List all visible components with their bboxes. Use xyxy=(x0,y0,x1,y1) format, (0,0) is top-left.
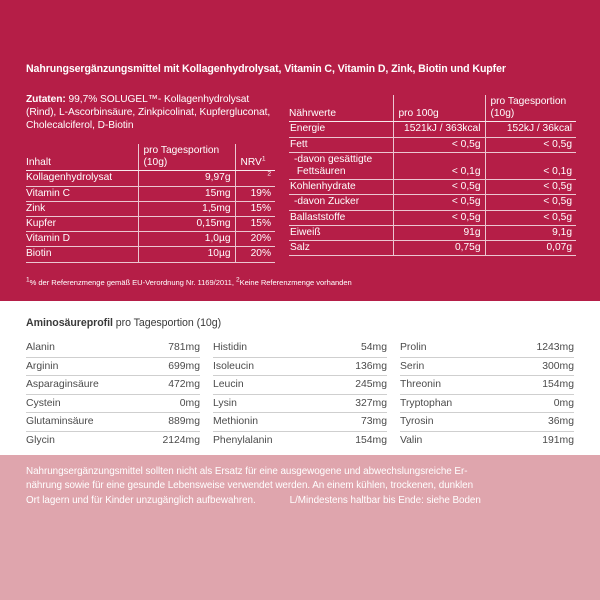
amino-acid-row xyxy=(26,413,200,432)
naehrwerte-row-per-100g: < 0,5g xyxy=(393,180,485,195)
amino-acid-row xyxy=(26,376,200,395)
disclaimer-line-2: nährung sowie für eine gesunde Lebensweise verwendet werden. An einem kühlen, trockenen, dunklen xyxy=(26,480,474,492)
amino-acid-value: 1243mg xyxy=(536,342,574,353)
naehrwerte-row-name: -davon Zucker xyxy=(289,195,393,210)
footnote-sup-2: 2 xyxy=(235,276,240,284)
amino-acid-row xyxy=(400,432,574,450)
inhalt-row-name: Zink xyxy=(26,201,138,216)
amino-acid-row xyxy=(26,358,200,377)
amino-acid-value: 327mg xyxy=(355,397,387,409)
naehrwerte-row-per-100g: < 0,5g xyxy=(393,195,485,210)
amino-acid-name: Alanin xyxy=(26,342,55,353)
naehrwerte-row-name: Fett xyxy=(289,137,393,152)
best-before-text: L/Mindestens haltbar bis Ende: siehe Boden xyxy=(289,494,481,506)
naehrwerte-row-per-portion: < 0,5g xyxy=(485,137,576,152)
amino-acid-row xyxy=(26,395,200,414)
naehrwerte-row-name: -davon gesättigte Fettsäuren xyxy=(289,152,393,179)
naehrwerte-row-per-100g: < 0,5g xyxy=(393,210,485,225)
amino-acid-row xyxy=(400,376,574,395)
naehrwerte-row-per-portion: < 0,5g xyxy=(485,180,576,195)
inhalt-header-col3 xyxy=(235,144,275,171)
table-row xyxy=(289,225,576,240)
amino-acid-name: Tryptophan xyxy=(400,397,453,409)
amino-acid-value: 136mg xyxy=(355,360,387,372)
naehrwerte-row-per-100g: < 0,5g xyxy=(393,137,485,152)
amino-acid-row xyxy=(26,339,200,358)
naehrwerte-header-col3: pro Tagesportion (10g) xyxy=(485,95,576,122)
naehrwerte-table-body xyxy=(289,122,576,256)
inhalt-row-nrv: 15% xyxy=(235,201,275,216)
inhalt-table-header-row xyxy=(26,144,275,171)
amino-acid-row xyxy=(400,339,574,358)
inhalt-row-per-portion: 9,97g xyxy=(138,171,235,186)
inhalt-row-nrv: 19% xyxy=(235,186,275,201)
amino-acid-name: Phenylalanin xyxy=(213,434,273,446)
table-row xyxy=(26,171,275,186)
amino-acid-column xyxy=(213,339,387,450)
amino-acid-value: 54mg xyxy=(361,342,387,353)
naehrwerte-row-name: Eiweiß xyxy=(289,225,393,240)
ingredients-text: 99,7% SOLUGEL™- Kollagenhydrolysat (Rind), L-Ascorbinsäure, Zinkpicolinat, Kupfergluconat, Cholecalciferol, D-Biotin xyxy=(26,94,271,132)
inhalt-row-nrv-superscript: 2 xyxy=(267,171,271,179)
inhalt-table-body xyxy=(26,171,275,262)
amino-acid-row xyxy=(213,339,387,358)
naehrwerte-row-per-portion: 152kJ / 36kcal xyxy=(485,122,576,137)
naehrwerte-row-per-100g: 0,75g xyxy=(393,241,485,256)
naehrwerte-row-per-portion: < 0,1g xyxy=(485,152,576,179)
amino-acid-row xyxy=(213,376,387,395)
amino-acid-name: Arginin xyxy=(26,360,59,372)
table-row xyxy=(289,122,576,137)
amino-acid-title xyxy=(26,317,221,329)
naehrwerte-row-name: Ballaststoffe xyxy=(289,210,393,225)
table-row xyxy=(289,210,576,225)
inhalt-header-col1: Inhalt xyxy=(26,144,138,171)
ingredients-label: Zutaten: xyxy=(26,94,66,105)
table-row xyxy=(26,201,275,216)
naehrwerte-table-header-row xyxy=(289,95,576,122)
table-row xyxy=(26,247,275,262)
inhalt-row-name: Kollagenhydrolysat xyxy=(26,171,138,186)
amino-acid-value: 245mg xyxy=(355,379,387,391)
inhalt-row-nrv: 20% xyxy=(235,232,275,247)
amino-acid-value: 36mg xyxy=(548,416,574,428)
amino-acid-title-bold: Aminosäureprofil xyxy=(26,317,113,329)
naehrwerte-row-per-portion: 9,1g xyxy=(485,225,576,240)
amino-acid-row xyxy=(213,432,387,450)
amino-acid-name: Leucin xyxy=(213,379,244,391)
amino-acid-value: 699mg xyxy=(168,360,200,372)
amino-acid-value: 472mg xyxy=(168,379,200,391)
naehrwerte-header-col1: Nährwerte xyxy=(289,95,393,122)
nrv-footnote: $^1$% der Referenzmenge gemäß EU-Verordnung Nr. 1169/2011, $^2$Keine Referenzmenge vorhanden xyxy=(26,276,352,287)
table-row xyxy=(289,195,576,210)
amino-acid-value: 191mg xyxy=(542,434,574,446)
naehrwerte-header-col2: pro 100g xyxy=(393,95,485,122)
inhalt-row-name: Vitamin C xyxy=(26,186,138,201)
inhalt-row-name: Vitamin D xyxy=(26,232,138,247)
amino-acid-value: 0mg xyxy=(553,397,574,409)
naehrwerte-table xyxy=(289,95,576,256)
amino-acid-value: 154mg xyxy=(542,379,574,391)
naehrwerte-row-per-portion: 0,07g xyxy=(485,241,576,256)
inhalt-header-col2 xyxy=(138,144,235,171)
inhalt-row-nrv: 20% xyxy=(235,247,275,262)
amino-acid-name: Methionin xyxy=(213,416,259,428)
amino-acid-value: 0mg xyxy=(179,397,200,409)
amino-acid-name: Asparaginsäure xyxy=(26,379,99,391)
amino-acid-column xyxy=(26,339,200,450)
inhalt-header-col3-superscript: 1 xyxy=(261,155,266,163)
amino-acid-name: Histidin xyxy=(213,342,248,353)
amino-acid-name: Glycin xyxy=(26,434,55,446)
amino-acid-row xyxy=(213,395,387,414)
amino-acid-value: 889mg xyxy=(168,416,200,428)
amino-acid-row xyxy=(213,413,387,432)
amino-acid-name: Cystein xyxy=(26,397,61,409)
inhalt-row-name: Kupfer xyxy=(26,217,138,232)
inhalt-row-per-portion: 1,5mg xyxy=(138,201,235,216)
amino-acid-name: Glutaminsäure xyxy=(26,416,94,428)
disclaimer-line-1: Nahrungsergänzungsmittel sollten nicht als Ersatz für eine ausgewogene und abwechslungsreiche Er- xyxy=(26,466,468,477)
inhalt-row-nrv xyxy=(235,171,275,186)
amino-acid-value: 73mg xyxy=(361,416,387,428)
inhalt-row-per-portion: 15mg xyxy=(138,186,235,201)
amino-acid-name: Valin xyxy=(400,434,423,446)
amino-acid-name: Tyrosin xyxy=(400,416,434,428)
inhalt-row-name: Biotin xyxy=(26,247,138,262)
amino-acid-row xyxy=(213,358,387,377)
naehrwerte-row-per-portion: < 0,5g xyxy=(485,195,576,210)
naehrwerte-row-per-100g: < 0,1g xyxy=(393,152,485,179)
amino-acid-columns xyxy=(26,339,574,450)
inhalt-header-col3-text: NRV xyxy=(240,157,262,169)
amino-acid-row xyxy=(26,432,200,450)
naehrwerte-row-name: Salz xyxy=(289,241,393,256)
pink-panel xyxy=(0,455,600,600)
naehrwerte-row-per-100g: 91g xyxy=(393,225,485,240)
amino-acid-value: 154mg xyxy=(355,434,387,446)
inhalt-row-per-portion: 10µg xyxy=(138,247,235,262)
inhalt-row-per-portion: 0,15mg xyxy=(138,217,235,232)
naehrwerte-row-per-100g: 1521kJ / 363kcal xyxy=(393,122,485,137)
table-row xyxy=(26,232,275,247)
amino-acid-name: Lysin xyxy=(213,397,237,409)
amino-acid-row xyxy=(400,413,574,432)
table-row xyxy=(26,186,275,201)
amino-acid-row xyxy=(400,395,574,414)
amino-acid-column xyxy=(400,339,574,450)
table-row xyxy=(289,137,576,152)
amino-acid-name: Isoleucin xyxy=(213,360,255,372)
table-row xyxy=(289,152,576,179)
table-row xyxy=(26,217,275,232)
amino-acid-name: Serin xyxy=(400,360,425,372)
disclaimer-line-3-text: Ort lagern und für Kinder unzugänglich aufbewahren. xyxy=(26,494,256,506)
product-headline: Nahrungsergänzungsmittel mit Kollagenhydrolysat, Vitamin C, Vitamin D, Zink, Biotin und Kupfer xyxy=(26,63,506,75)
table-row xyxy=(289,180,576,195)
inhalt-row-per-portion: 1,0µg xyxy=(138,232,235,247)
ingredients-paragraph xyxy=(26,93,274,132)
footnote-sup-1: 1 xyxy=(26,276,30,284)
amino-acid-value: 300mg xyxy=(542,360,574,372)
disclaimer-text xyxy=(26,465,576,508)
amino-acid-name: Threonin xyxy=(400,379,442,391)
amino-acid-value: 781mg xyxy=(168,342,200,353)
table-row xyxy=(289,241,576,256)
amino-acid-row xyxy=(400,358,574,377)
naehrwerte-row-per-portion: < 0,5g xyxy=(485,210,576,225)
amino-acid-value: 2124mg xyxy=(162,434,200,446)
inhalt-header-col2-text: pro Tagesportion (10g) xyxy=(143,145,220,169)
amino-acid-name: Prolin xyxy=(400,342,427,353)
inhalt-row-nrv: 15% xyxy=(235,217,275,232)
amino-acid-panel xyxy=(0,301,600,455)
naehrwerte-row-name: Energie xyxy=(289,122,393,137)
naehrwerte-row-name: Kohlenhydrate xyxy=(289,180,393,195)
inhalt-table xyxy=(26,144,275,263)
disclaimer-line-3 xyxy=(26,494,576,508)
amino-acid-title-rest: pro Tagesportion (10g) xyxy=(112,317,222,329)
